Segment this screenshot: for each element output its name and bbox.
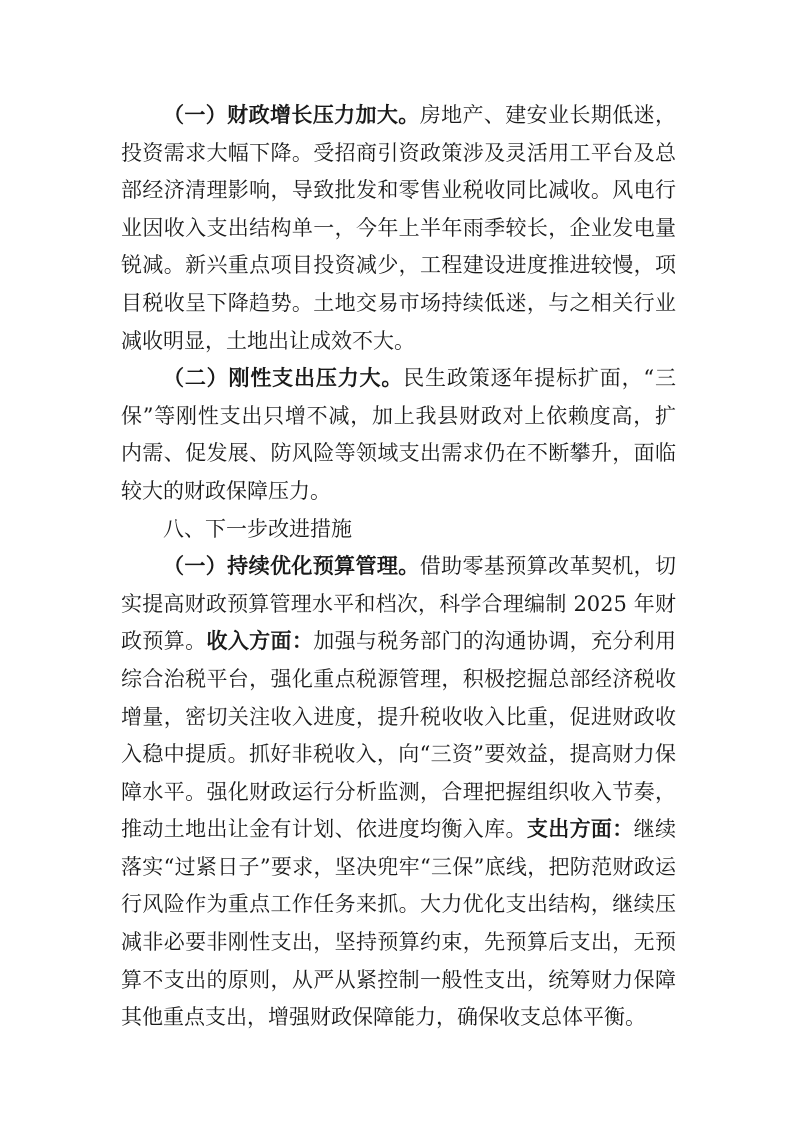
paragraph-lead-optimize-budget: （一）持续优化预算管理。 [163, 554, 420, 579]
paragraph-text-optimize-budget: 借助零基预算改革契机，切实提高财政预算管理水平和档次，科学合理编制 2025 年财政预算。 [121, 554, 677, 654]
section-heading-next-steps: 八、下一步改进措施 [163, 516, 352, 541]
paragraph-fiscal-growth-pressure [121, 97, 676, 360]
expense-text: 继续落实“过紧日子”要求，坚决兜牢“三保”底线，把防范财政运行风险作为重点工作任务来抓。大力优化支出结构，继续压减非必要非刚性支出，坚持预算约束，先预算后支出，无预算不支出的原则，从严从紧控制一般性支出，统筹财力保障其他重点支出，增强财政保障能力，确保收支总体平衡。 [121, 817, 677, 1030]
income-text: 加强与税务部门的沟通协调，充分利用综合治税平台，强化重点税源管理，积极挖掘总部经济税收增量，密切关注收入进度，提升税收收入比重，促进财政收入稳中提质。抓好非税收入，向“三资”要效益，提高财力保障水平。强化财政运行分析监测，合理把握组织收入节奏，推动土地出让金有计划、依进度均衡入库。 [121, 629, 677, 842]
paragraph-rigid-expenditure-pressure [121, 360, 676, 510]
paragraph-text-rigid-expenditure: 民生政策逐年提标扩面，“三保”等刚性支出只增不减，加上我县财政对上依赖度高，扩内需、促发展、防风险等领域支出需求仍在不断攀升，面临较大的财政保障压力。 [121, 366, 676, 503]
paragraph-optimize-budget [121, 548, 676, 1037]
paragraph-lead-rigid-expenditure: （二）刚性支出压力大。 [163, 366, 404, 391]
document-body [121, 97, 676, 1037]
expense-label: 支出方面： [526, 817, 634, 842]
income-label: 收入方面： [206, 629, 314, 654]
paragraph-text-fiscal-growth: 房地产、建安业长期低迷，投资需求大幅下降。受招商引资政策涉及灵活用工平台及总部经济清理影响，导致批发和零售业税收同比减收。风电行业因收入支出结构单一，今年上半年雨季较长，企业发电量锐减。新兴重点项目投资减少，工程建设进度推进较慢，项目税收呈下降趋势。土地交易市场持续低迷，与之相关行业减收明显，土地出让成效不大。 [121, 103, 677, 353]
paragraph-lead-fiscal-growth: （一）财政增长压力加大。 [163, 103, 420, 127]
